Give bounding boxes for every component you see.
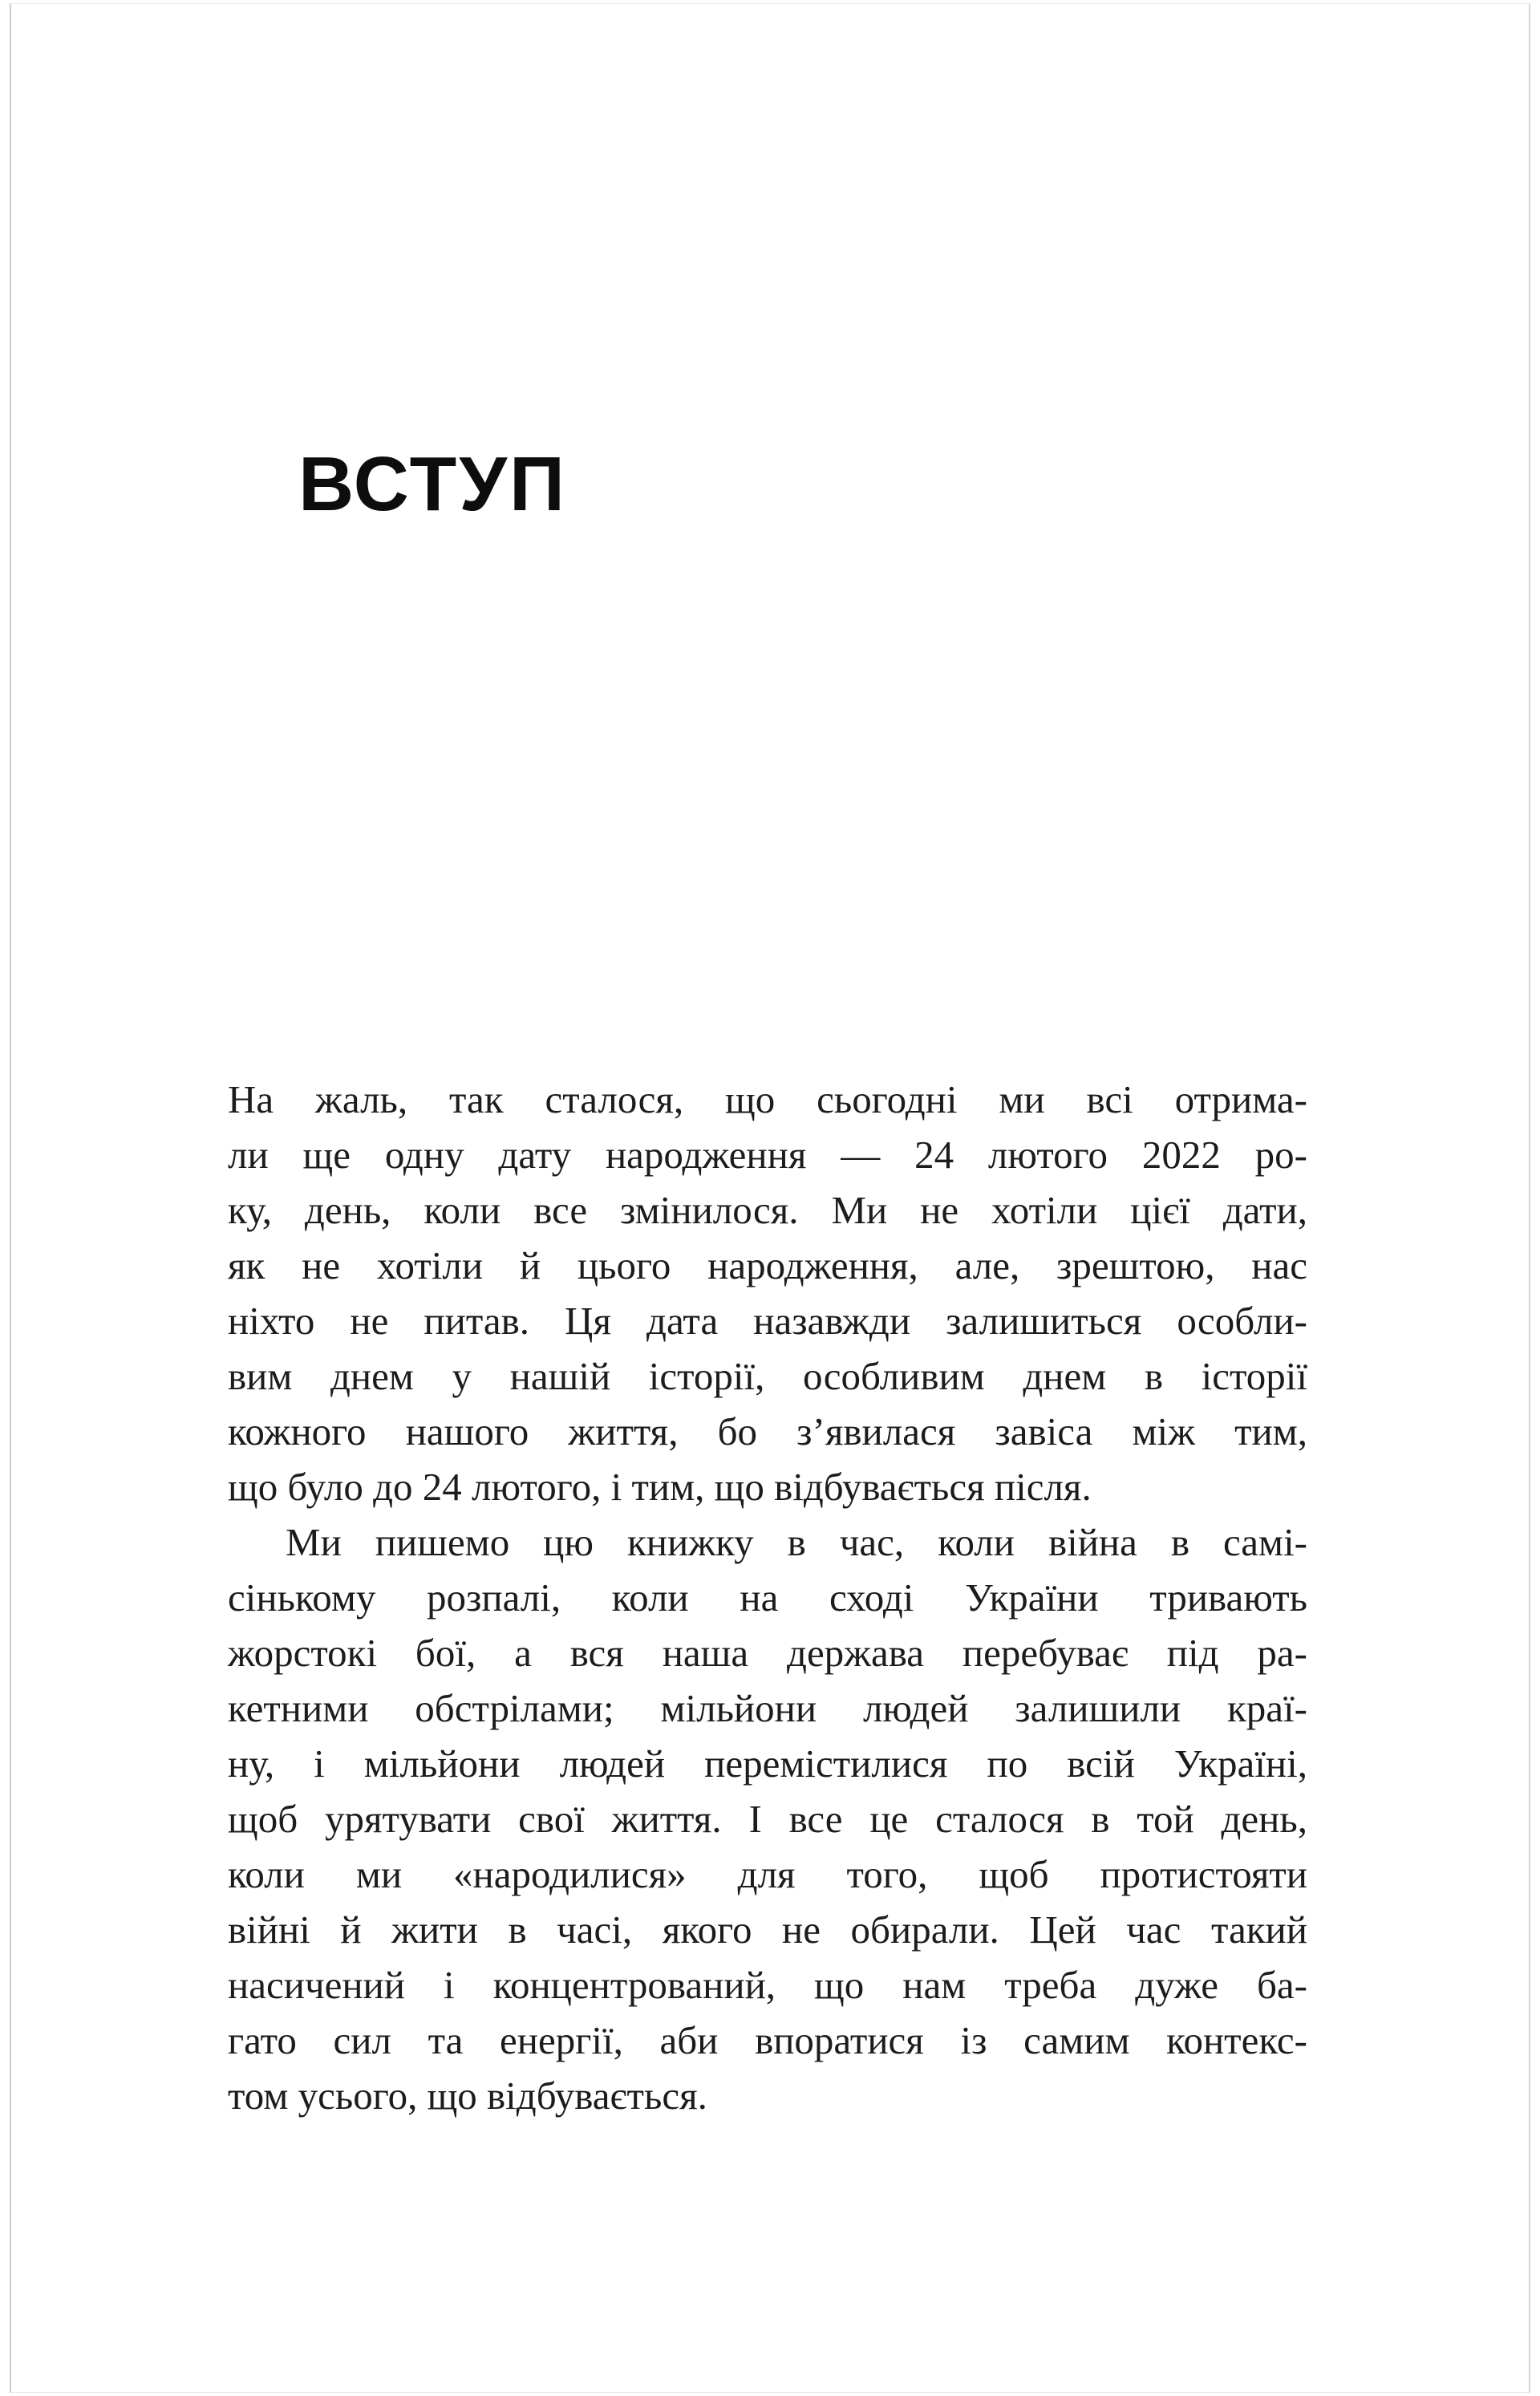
text-line: коли ми «народилися» для того, щоб протистояти bbox=[228, 1852, 1307, 1896]
text-line: ніхто не питав. Ця дата назавжди залишиться особли- bbox=[228, 1299, 1307, 1343]
text-line: кетними обстрілами; мільйони людей залишили краї- bbox=[228, 1686, 1307, 1730]
text-line: як не хотіли й цього народження, але, зрештою, нас bbox=[228, 1243, 1307, 1287]
text-line: том усього, що відбувається. bbox=[228, 2074, 707, 2118]
text-line: кожного нашого життя, бо з’явилася завіса між тим, bbox=[228, 1409, 1307, 1453]
text-line: ну, і мільйони людей перемістилися по всій Україні, bbox=[228, 1741, 1307, 1786]
text-line: Ми пишемо цю книжку в час, коли війна в самі- bbox=[286, 1520, 1307, 1564]
text-line: жорстокі бої, а вся наша держава перебуває під ра- bbox=[228, 1631, 1307, 1675]
text-line: що було до 24 лютого, і тим, що відбувається після. bbox=[228, 1465, 1092, 1509]
text-line: сінькому розпалі, коли на сході України тривають bbox=[228, 1575, 1307, 1620]
text-line: На жаль, так сталося, що сьогодні ми всі отрима- bbox=[228, 1077, 1307, 1121]
text-line: гато сил та енергії, аби впоратися із самим контекс- bbox=[228, 2018, 1307, 2062]
text-line: війні й жити в часі, якого не обирали. Цей час такий bbox=[228, 1907, 1307, 1952]
text-line: вим днем у нашій історії, особливим днем в історії bbox=[228, 1354, 1307, 1398]
text-line: ку, день, коли все змінилося. Ми не хотіли цієї дати, bbox=[228, 1188, 1307, 1232]
body-text bbox=[228, 1072, 1307, 2123]
chapter-title: ВСТУП bbox=[298, 441, 567, 527]
text-line: щоб урятувати свої життя. І все це сталося в той день, bbox=[228, 1797, 1307, 1841]
paragraph bbox=[228, 1072, 1307, 1514]
paragraph bbox=[228, 1514, 1307, 2123]
text-line: ли ще одну дату народження — 24 лютого 2022 ро- bbox=[228, 1133, 1307, 1177]
text-line: насичений і концентрований, що нам треба дуже ба- bbox=[228, 1963, 1307, 2007]
